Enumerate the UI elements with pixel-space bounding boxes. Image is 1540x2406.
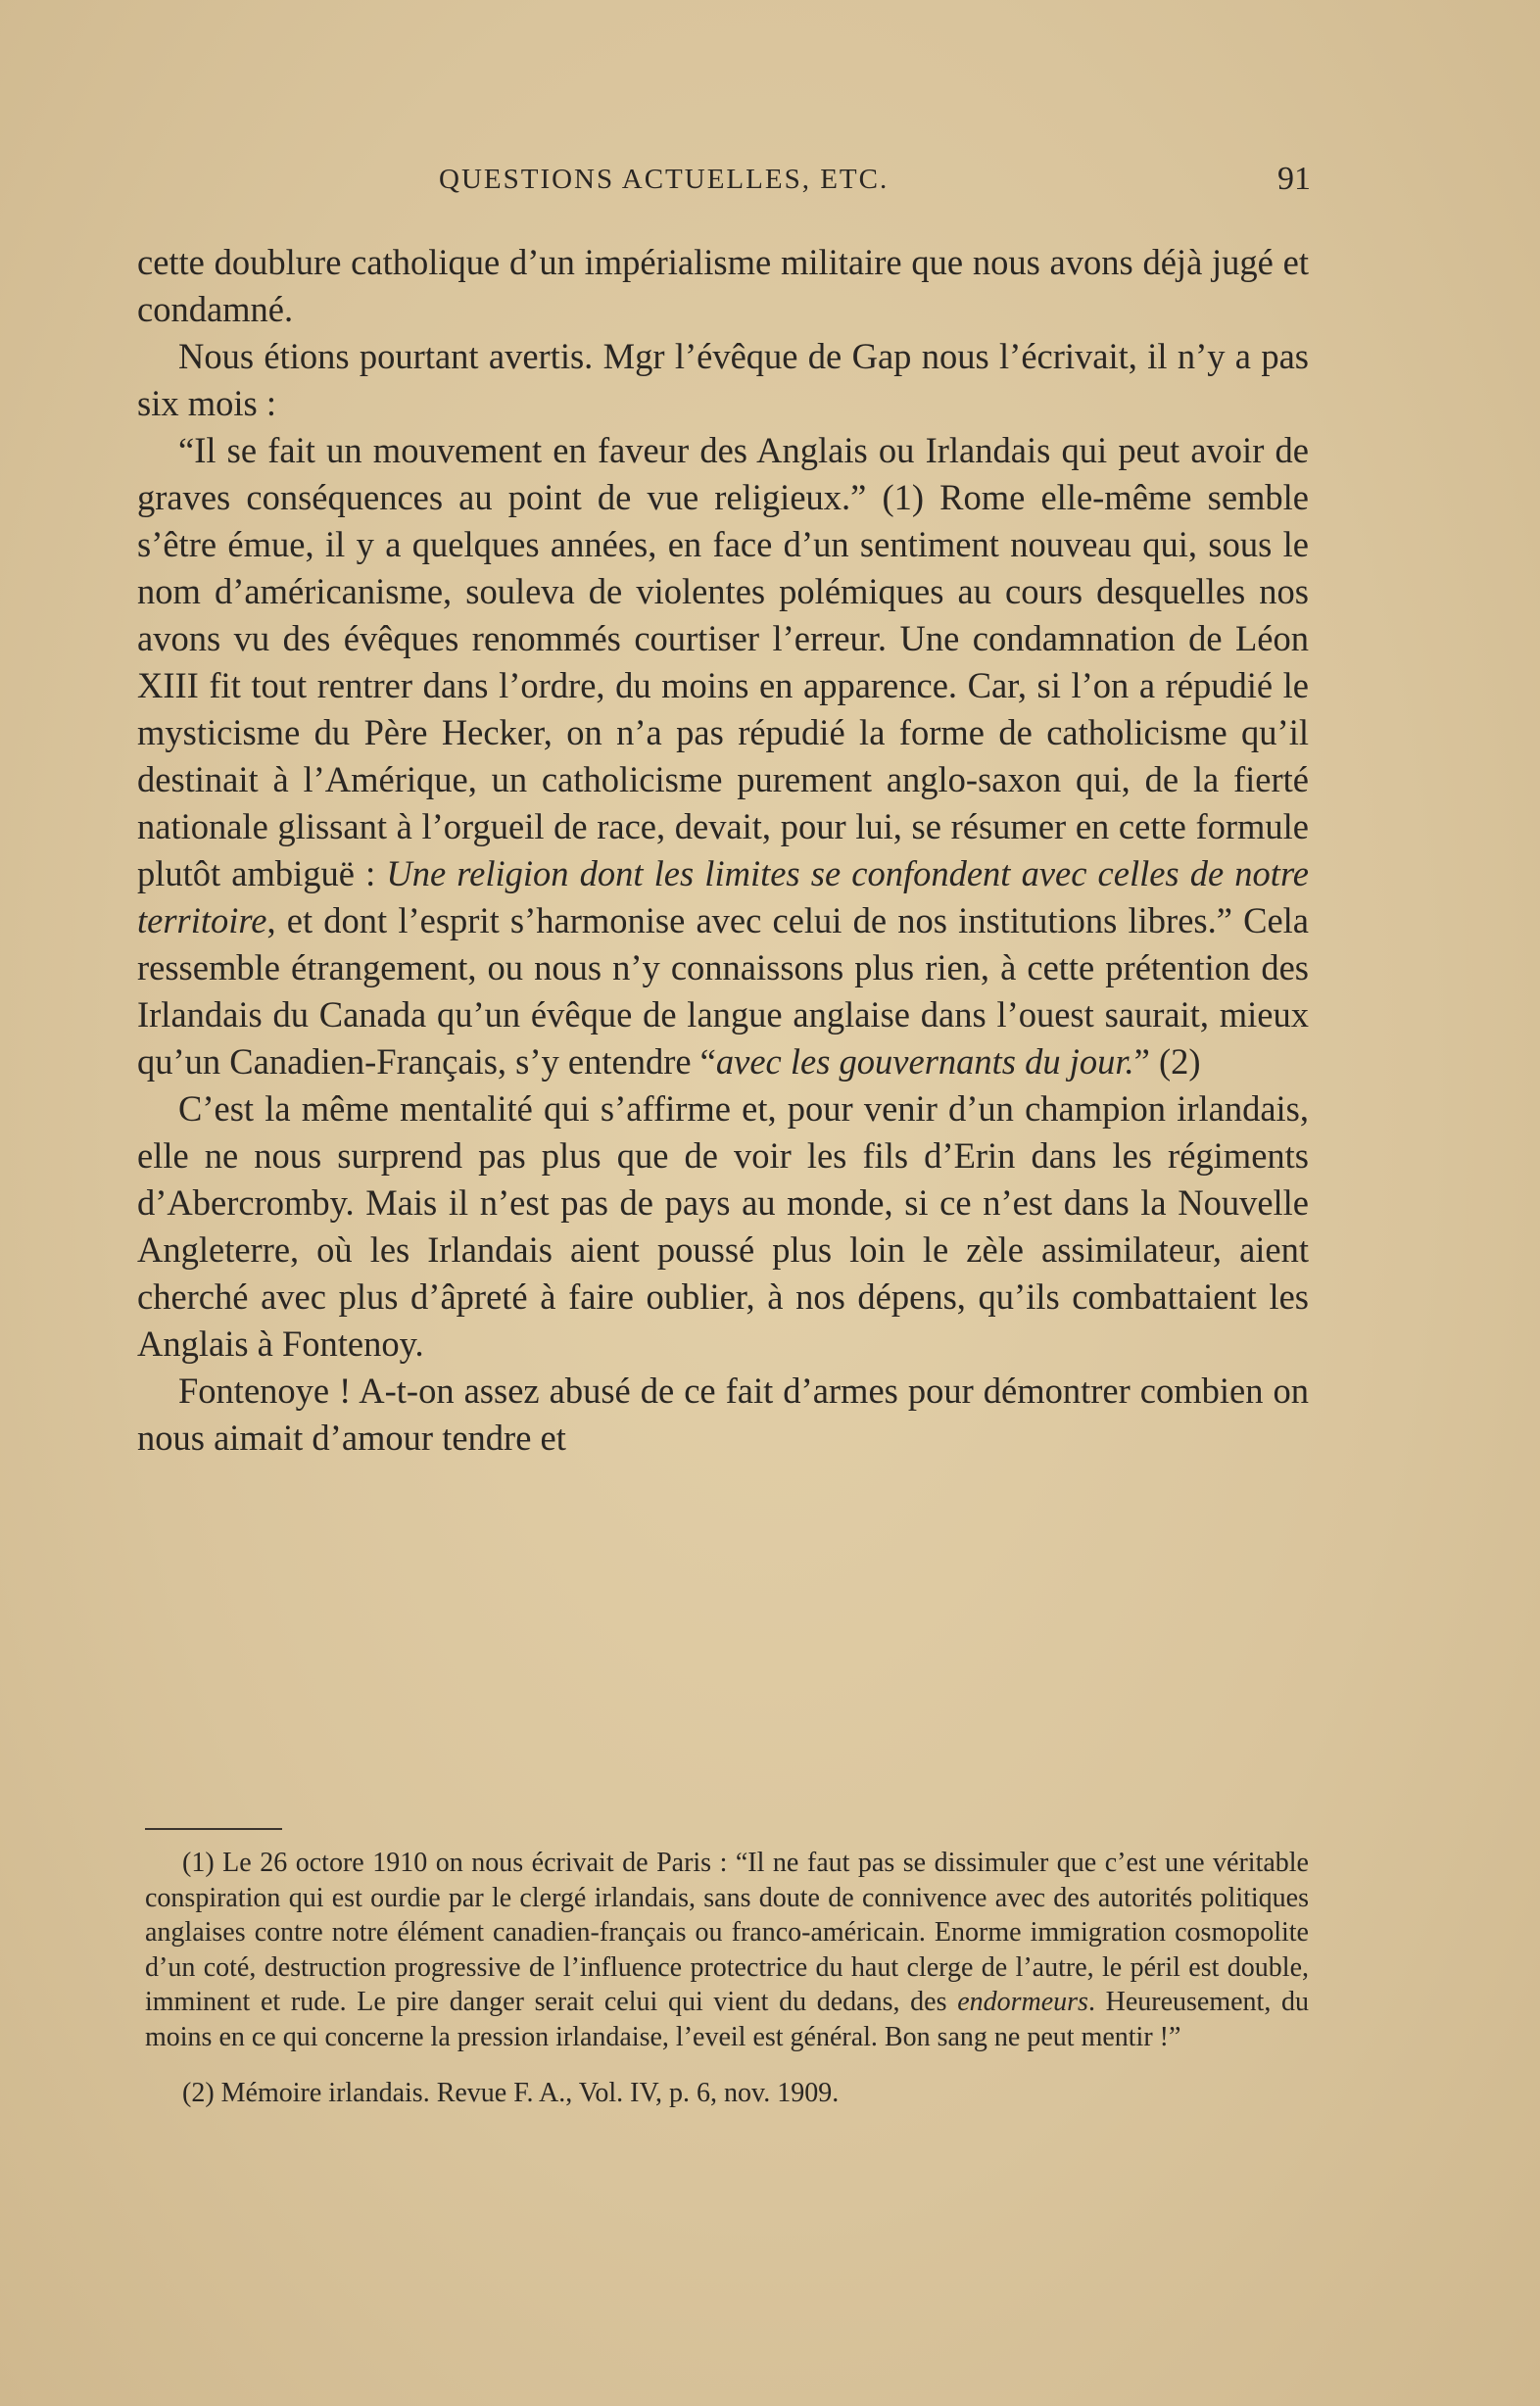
page-number: 91 bbox=[1277, 161, 1311, 197]
footnote-1 bbox=[145, 1846, 1309, 2054]
footnote-1-italic: endormeurs bbox=[957, 1987, 1088, 2017]
footnote-1-text-a: (1) Le 26 octore 1910 on nous écrivait de Paris : “Il ne faut pas se dissimuler que c’est une véritable conspiration qui est ourdie par le clergé irlandais, sans doute de connivence avec des autorités politiques anglaises contre notre élément canadien-français ou franco-américain. Enorme immigration cosmopolite d’un coté, destruction progressive de l’influence protectrice du haut clerge de l’autre, le péril est double, imminent et rude. Le pire danger serait celui qui vient du dedans, des bbox=[145, 1848, 1309, 2017]
paragraph-5: Fontenoye ! A-t-on assez abusé de ce fait d’armes pour démontrer combien on nous aimait d’amour tendre et bbox=[137, 1371, 1309, 1458]
paragraph-3-text-a: “Il se fait un mouvement en faveur des Anglais ou Irlandais qui peut avoir de graves conséquences au point de vue religieux.” (1) Rome elle-même semble s’être émue, il y a quelques années, en face d’un sentiment nouveau qui, sous le nom d’américanisme, souleva de violentes polémiques au cours desquelles nos avons vu des évêques renommés courtiser l’erreur. Une condamnation de Léon XIII fit tout rentrer dans l’ordre, du moins en apparence. Car, si l’on a répudié le mysticisme du Père Hecker, on n’a pas répudié la forme de catholicisme qu’il destinait à l’Amérique, un catholicisme purement anglo-saxon qui, de la fierté nationale glissant à l’orgueil de race, devait, pour lui, se résumer en cette formule plutôt ambiguë : bbox=[137, 430, 1309, 893]
paragraph-3-italic-quote: Une religion dont les limites se confondent avec celles de notre territoire bbox=[137, 853, 1310, 940]
paragraph-3 bbox=[137, 427, 1309, 1085]
paragraph-2: Nous étions pourtant avertis. Mgr l’évêque de Gap nous l’écrivait, il n’y a pas six mois : bbox=[137, 336, 1309, 423]
footnote-1-text-b: . Heureusement, du moins en ce qui concerne la pression irlandaise, l’eveil est général. Bon sang ne peut mentir !” bbox=[145, 1987, 1310, 2052]
footnote-rule bbox=[145, 1828, 282, 1830]
body-text bbox=[137, 239, 1309, 1462]
paragraph-3-text-b: , et dont l’esprit s’harmonise avec celui de nos institutions libres.” Cela ressemble étrangement, ou nous n’y connaissons plus rien, à cette prétention des Irlandais du Canada qu’un évêque de langue anglaise dans l’ouest saurait, mieux qu’un Canadien-Français, s’y entendre “ bbox=[137, 900, 1309, 1082]
paragraph-3-text-c: ” (2) bbox=[1133, 1041, 1201, 1082]
page-header bbox=[145, 155, 1311, 204]
paragraph-1: cette doublure catholique d’un impérialisme militaire que nous avons déjà jugé et condamné. bbox=[137, 242, 1309, 329]
running-head: QUESTIONS ACTUELLES, ETC. bbox=[439, 164, 890, 195]
paragraph-4: C’est la même mentalité qui s’affirme et, pour venir d’un champion irlandais, elle ne nous surprend pas plus que de voir les fils d’Erin dans les régiments d’Abercromby. Mais il n’est pas de pays au monde, si ce n’est dans la Nouvelle Angleterre, où les Irlandais aient poussé plus loin le zèle assimilateur, aient cherché avec plus d’âpreté à faire oublier, à nos dépens, qu’ils combattaient les Anglais à Fontenoy. bbox=[137, 1088, 1309, 1364]
footnotes bbox=[145, 1846, 1309, 2111]
footnote-2: (2) Mémoire irlandais. Revue F. A., Vol. IV, p. 6, nov. 1909. bbox=[182, 2078, 840, 2108]
paragraph-3-italic-quote-2: avec les gouvernants du jour. bbox=[715, 1041, 1134, 1082]
